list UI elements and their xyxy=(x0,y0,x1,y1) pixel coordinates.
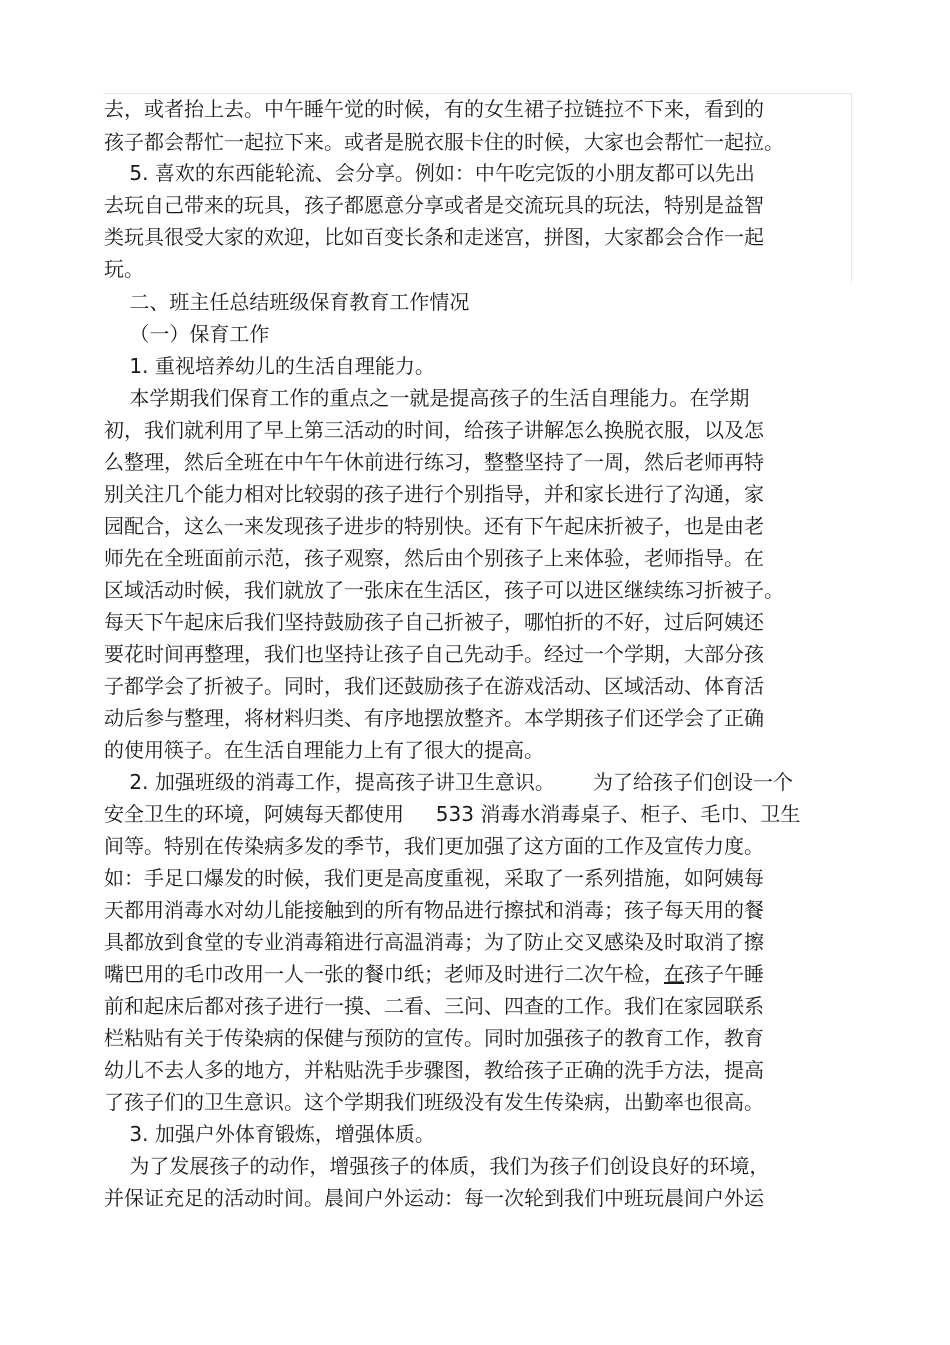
text-line: 么整理，然后全班在中午午休前进行练习，整整坚持了一周，然后老师再特 xyxy=(104,450,764,474)
text-line: 师先在全班面前示范，孩子观察，然后由个别孩子上来体验，老师指导。在 xyxy=(104,546,764,570)
underlined-word: 在 xyxy=(664,962,684,986)
text-line-part: 孩子午睡 xyxy=(684,962,764,986)
text-line: 本学期我们保育工作的重点之一就是提高孩子的生活自理能力。在学期 xyxy=(104,386,750,410)
subsection-heading: （一）保育工作 xyxy=(104,322,270,346)
text-line: 间等。特别在传染病多发的季节，我们更加强了这方面的工作及宣传力度。 xyxy=(104,834,764,858)
text-line: 子都学会了折被子。同时，我们还鼓励孩子在游戏活动、区域活动、体育活 xyxy=(104,674,764,698)
text-line: 5. 喜欢的东西能轮流、会分享。例如：中午吃完饭的小朋友都可以先出 xyxy=(104,161,755,185)
frame-right-border xyxy=(851,93,852,283)
text-line: 去，或者抬上去。中午睡午觉的时候，有的女生裙子拉链拉不下来，看到的 xyxy=(104,97,764,121)
text-line: 具都放到食堂的专业消毒箱进行高温消毒；为了防止交叉感染及时取消了擦 xyxy=(104,930,764,954)
text-line: 的使用筷子。在生活自理能力上有了很大的提高。 xyxy=(104,738,544,762)
text-line: 别关注几个能力相对比较弱的孩子进行个别指导，并和家长进行了沟通，家 xyxy=(104,482,764,506)
item-heading: 2. 加强班级的消毒工作，提高孩子讲卫生意识。 为了给孩子们创设一个 xyxy=(104,770,794,794)
item-heading: 3. 加强户外体育锻炼，增强体质。 xyxy=(104,1122,435,1146)
text-line: 幼儿不去人多的地方，并粘贴洗手步骤图，教给孩子正确的洗手方法，提高 xyxy=(104,1058,764,1082)
text-line: 如：手足口爆发的时候，我们更是高度重视，采取了一系列措施，如阿姨每 xyxy=(104,866,764,890)
text-line: 玩。 xyxy=(104,257,144,281)
text-line: 类玩具很受大家的欢迎，比如百变长条和走迷宫，拼图，大家都会合作一起 xyxy=(104,225,764,249)
item-heading: 1. 重视培养幼儿的生活自理能力。 xyxy=(104,354,435,378)
text-line: 去玩自己带来的玩具，孩子都愿意分享或者是交流玩具的玩法，特别是益智 xyxy=(104,193,764,217)
text-line: 栏粘贴有关于传染病的保健与预防的宣传。同时加强孩子的教育工作，教育 xyxy=(104,1026,764,1050)
text-line-with-underline xyxy=(104,958,764,990)
text-line: 要花时间再整理，我们也坚持让孩子自己先动手。经过一个学期，大部分孩 xyxy=(104,642,764,666)
text-line-part: 嘴巴用的毛巾改用一人一张的餐巾纸；老师及时进行二次午检， xyxy=(104,962,664,986)
text-line: 每天下午起床后我们坚持鼓励孩子自己折被子，哪怕折的不好，过后阿姨还 xyxy=(104,610,764,634)
text-line: 孩子都会帮忙一起拉下来。或者是脱衣服卡住的时候，大家也会帮忙一起拉。 xyxy=(104,130,784,154)
text-line: 安全卫生的环境，阿姨每天都使用 533 消毒水消毒桌子、柜子、毛巾、卫生 xyxy=(104,802,801,826)
text-line: 初，我们就利用了早上第三活动的时间，给孩子讲解怎么换脱衣服，以及怎 xyxy=(104,418,764,442)
text-line: 动后参与整理，将材料归类、有序地摆放整齐。本学期孩子们还学会了正确 xyxy=(104,706,764,730)
text-line: 并保证充足的活动时间。晨间户外运动：每一次轮到我们中班玩晨间户外运 xyxy=(104,1186,764,1210)
text-line: 为了发展孩子的动作，增强孩子的体质，我们为孩子们创设良好的环境， xyxy=(104,1154,770,1178)
text-line: 了孩子们的卫生意识。这个学期我们班级没有发生传染病，出勤率也很高。 xyxy=(104,1090,764,1114)
text-line: 天都用消毒水对幼儿能接触到的所有物品进行擦拭和消毒；孩子每天用的餐 xyxy=(104,898,764,922)
text-line: 前和起床后都对孩子进行一摸、二看、三问、四查的工作。我们在家园联系 xyxy=(104,994,764,1018)
section-heading: 二、班主任总结班级保育教育工作情况 xyxy=(104,290,470,314)
text-line: 园配合，这么一来发现孩子进步的特别快。还有下午起床折被子，也是由老 xyxy=(104,514,764,538)
text-line: 区域活动时候，我们就放了一张床在生活区，孩子可以进区继续练习折被子。 xyxy=(104,578,784,602)
